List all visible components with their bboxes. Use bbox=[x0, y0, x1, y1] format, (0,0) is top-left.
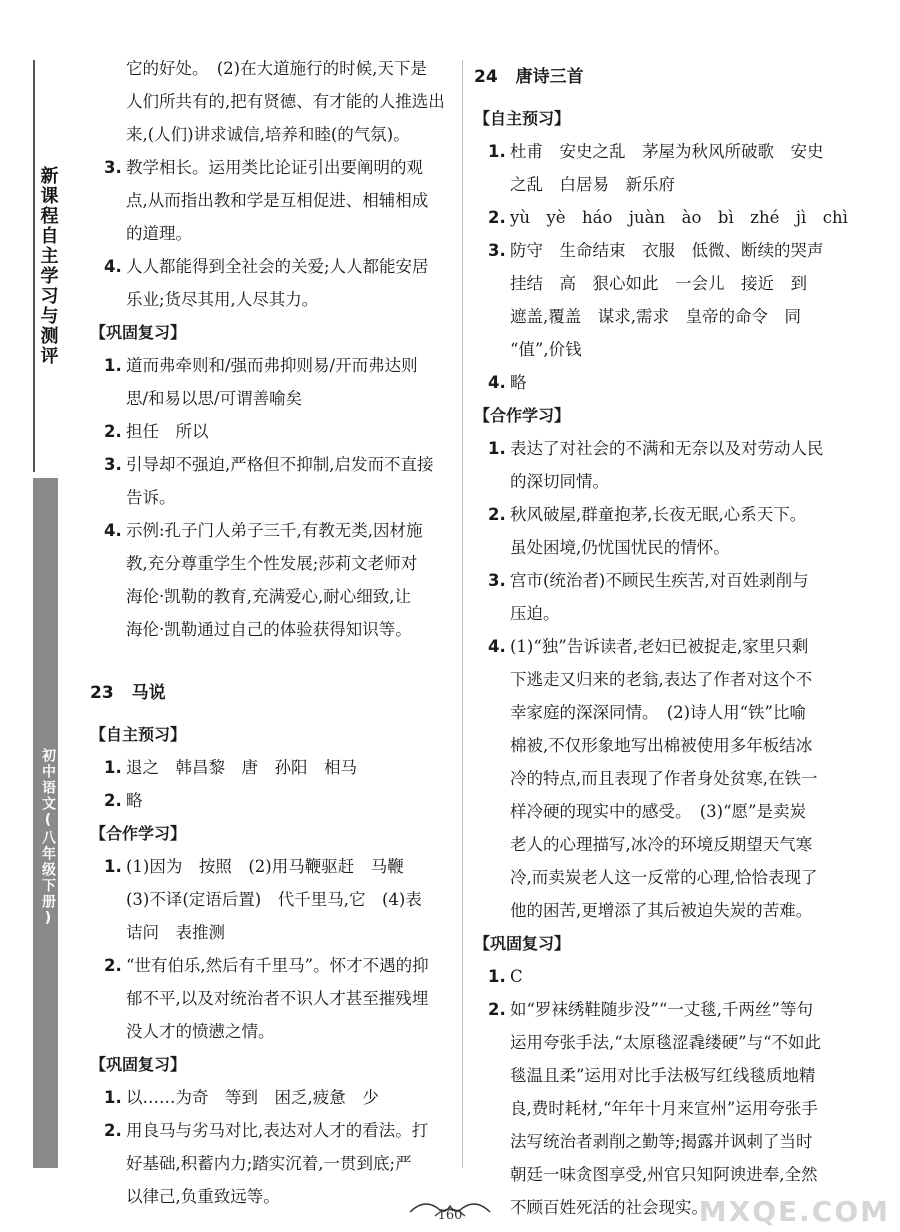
answer-continuation: 朝廷一味贪图享受,州官只知阿谀进奉,全然 bbox=[510, 1165, 818, 1184]
answer-continuation: 告诉。 bbox=[126, 488, 176, 507]
item-number: 2. bbox=[488, 1000, 506, 1019]
subsection-heading: 【自主预习】 bbox=[474, 109, 571, 128]
item-text: 略 bbox=[126, 791, 143, 810]
item-number: 1. bbox=[104, 356, 122, 375]
spacer bbox=[90, 646, 465, 668]
item-text: 退之 韩昌黎 唐 孙阳 相马 bbox=[126, 758, 357, 777]
item-number: 2. bbox=[104, 422, 122, 441]
left-column bbox=[90, 52, 465, 1213]
item-text: (1)因为 按照 (2)用马鞭驱赶 马鞭 bbox=[126, 857, 404, 876]
item-number: 2. bbox=[488, 208, 506, 227]
item-number: 4. bbox=[488, 637, 506, 656]
item-text: 教学相长。运用类比论证引出要阐明的观 bbox=[126, 158, 423, 177]
item-number: 4. bbox=[104, 257, 122, 276]
answer-continuation: 没人才的愤懑之情。 bbox=[126, 1022, 275, 1041]
answer-item bbox=[90, 415, 465, 448]
answer-continuation: 幸家庭的深深同情。 (2)诗人用“铁”比喻 bbox=[510, 703, 806, 722]
answer-item bbox=[90, 151, 465, 184]
item-text: 如“罗袜绣鞋随步没”“一丈毯,千两丝”等句 bbox=[510, 1000, 813, 1019]
subsection-heading: 【自主预习】 bbox=[90, 725, 187, 744]
answer-continuation: 教,充分尊重学生个性发展;莎莉文老师对 bbox=[126, 554, 418, 573]
section-number: 23 bbox=[90, 683, 114, 703]
item-text: 略 bbox=[510, 373, 527, 392]
item-number: 3. bbox=[104, 455, 122, 474]
answer-item bbox=[90, 250, 465, 283]
answer-continuation: 来,(人们)讲求诚信,培养和睦(的气氛)。 bbox=[126, 125, 410, 144]
answer-continuation: 样冷硬的现实中的感受。 (3)“愿”是卖炭 bbox=[510, 802, 806, 821]
answer-item bbox=[474, 993, 844, 1026]
subsection-heading: 【巩固复习】 bbox=[90, 1055, 187, 1074]
item-number: 3. bbox=[104, 158, 122, 177]
answer-continuation: 乐业;货尽其用,人尽其力。 bbox=[126, 290, 319, 309]
answer-item bbox=[90, 448, 465, 481]
item-text: C bbox=[510, 967, 523, 986]
item-text: 以……为奇 等到 困乏,疲惫 少 bbox=[126, 1088, 379, 1107]
item-number: 1. bbox=[488, 439, 506, 458]
answer-continuation: 郁不平,以及对统治者不识人才甚至摧残埋 bbox=[126, 989, 429, 1008]
watermark-text: MXQE.COM bbox=[698, 1195, 890, 1228]
section-title bbox=[474, 52, 844, 102]
answer-continuation: 的道理。 bbox=[126, 224, 192, 243]
item-number: 2. bbox=[488, 505, 506, 524]
subsection-heading: 【巩固复习】 bbox=[474, 934, 571, 953]
answer-continuation: 毯温且柔”运用对比手法极写红线毯质地精 bbox=[510, 1066, 816, 1085]
item-number: 2. bbox=[104, 1121, 122, 1140]
column-divider bbox=[462, 60, 463, 1168]
answer-continuation: 海伦·凯勒通过自己的体验获得知识等。 bbox=[126, 620, 412, 639]
answer-continuation: 下逃走又归来的老翁,表达了作者对这个不 bbox=[510, 670, 813, 689]
item-text: 秋风破屋,群童抱茅,长夜无眠,心系天下。 bbox=[510, 505, 807, 524]
answer-continuation: 它的好处。 (2)在大道施行的时候,天下是 bbox=[126, 59, 427, 78]
item-number: 1. bbox=[488, 142, 506, 161]
volume-title-tab: 初中语文(八年级下册) bbox=[33, 478, 58, 1168]
item-number: 1. bbox=[104, 857, 122, 876]
answer-continuation: 不顾百姓死活的社会现实。 bbox=[510, 1198, 708, 1217]
item-number: 1. bbox=[488, 967, 506, 986]
item-number: 3. bbox=[488, 241, 506, 260]
section-name: 唐诗三首 bbox=[515, 67, 584, 87]
answer-continuation: (3)不译(定语后置) 代千里马,它 (4)表 bbox=[126, 890, 422, 909]
answer-item bbox=[90, 751, 465, 784]
answer-continuation: 挂结 高 狠心如此 一会儿 接近 到 bbox=[510, 274, 807, 293]
answer-continuation: 法写统治者剥削之勤等;揭露并讽刺了当时 bbox=[510, 1132, 813, 1151]
item-number: 4. bbox=[488, 373, 506, 392]
answer-continuation: 之乱 白居易 新乐府 bbox=[510, 175, 675, 194]
item-text: 防守 生命结束 衣服 低微、断续的哭声 bbox=[510, 241, 824, 260]
answer-item bbox=[90, 949, 465, 982]
answer-continuation: 老人的心理描写,冰冷的环境反期望天气寒 bbox=[510, 835, 813, 854]
section-title bbox=[90, 668, 465, 718]
answer-continuation: 冷的特点,而且表现了作者身处贫寒,在铁一 bbox=[510, 769, 818, 788]
item-number: 1. bbox=[104, 1088, 122, 1107]
right-column bbox=[474, 52, 848, 1224]
answer-item bbox=[474, 201, 848, 234]
page-number: 160 bbox=[437, 1208, 463, 1223]
answer-item bbox=[474, 498, 844, 531]
answer-continuation: 冷,而卖炭老人这一反常的心理,恰恰表现了 bbox=[510, 868, 818, 887]
item-text: “世有伯乐,然后有千里马”。怀才不遇的抑 bbox=[126, 956, 429, 975]
item-number: 2. bbox=[104, 956, 122, 975]
answer-continuation: 点,从而指出教和学是互相促进、相辅相成 bbox=[126, 191, 429, 210]
answer-item bbox=[90, 850, 465, 883]
answer-continuation: 棉被,不仅形象地写出棉被使用多年板结冰 bbox=[510, 736, 813, 755]
item-text: 杜甫 安史之乱 茅屋为秋风所破歌 安史 bbox=[510, 142, 824, 161]
answer-continuation: 好基础,积蓄内力;踏实沉着,一贯到底;严 bbox=[126, 1154, 412, 1173]
answer-item bbox=[90, 514, 465, 547]
answer-continuation: 虽处困境,仍忧国忧民的情怀。 bbox=[510, 538, 730, 557]
answer-item bbox=[90, 784, 465, 817]
item-number: 1. bbox=[104, 758, 122, 777]
answer-continuation: 的深切同情。 bbox=[510, 472, 609, 491]
item-number: 2. bbox=[104, 791, 122, 810]
answer-item bbox=[474, 432, 844, 465]
item-text: 人人都能得到全社会的关爱;人人都能安居 bbox=[126, 257, 429, 276]
answer-continuation: 他的困苦,更增添了其后被迫失炭的苦难。 bbox=[510, 901, 813, 920]
item-text: 引导却不强迫,严格但不抑制,启发而不直接 bbox=[126, 455, 434, 474]
answer-continuation: 遮盖,覆盖 谋求,需求 皇帝的命令 同 bbox=[510, 307, 801, 326]
subsection-heading: 【巩固复习】 bbox=[90, 323, 187, 342]
subsection-heading: 【合作学习】 bbox=[90, 824, 187, 843]
answer-continuation: 思/和易以思/可谓善喻矣 bbox=[126, 389, 303, 408]
item-text: 示例:孔子门人弟子三千,有教无类,因材施 bbox=[126, 521, 423, 540]
answer-item bbox=[474, 234, 844, 267]
answer-item bbox=[90, 1114, 465, 1147]
item-text: 担任 所以 bbox=[126, 422, 209, 441]
section-number: 24 bbox=[474, 67, 498, 87]
answer-continuation: “值”,价钱 bbox=[510, 340, 582, 359]
answer-item bbox=[474, 564, 844, 597]
series-title-tab: 新课程自主学习与测评 bbox=[33, 60, 60, 472]
answer-item bbox=[474, 630, 844, 663]
item-text: 道而弗牵则和/强而弗抑则易/开而弗达则 bbox=[126, 356, 418, 375]
answer-continuation: 运用夸张手法,“太原毯涩毳缕硬”与“不如此 bbox=[510, 1033, 822, 1052]
item-text: (1)“独”告诉读者,老妇已被捉走,家里只剩 bbox=[510, 637, 809, 656]
answer-continuation: 良,费时耗材,“年年十月来宣州”运用夸张手 bbox=[510, 1099, 818, 1118]
answer-continuation: 压迫。 bbox=[510, 604, 560, 623]
answer-item bbox=[90, 349, 465, 382]
item-text: 宫市(统治者)不顾民生疾苦,对百姓剥削与 bbox=[510, 571, 809, 590]
item-text: yù yè háo juàn ào bì zhé jì chì bbox=[510, 208, 848, 227]
answer-item bbox=[474, 366, 844, 399]
item-number: 3. bbox=[488, 571, 506, 590]
answer-item bbox=[474, 960, 844, 993]
answer-continuation: 海伦·凯勒的教育,充满爱心,耐心细致,让 bbox=[126, 587, 411, 606]
item-text: 表达了对社会的不满和无奈以及对劳动人民 bbox=[510, 439, 824, 458]
answer-item bbox=[474, 135, 844, 168]
item-text: 用良马与劣马对比,表达对人才的看法。打 bbox=[126, 1121, 429, 1140]
section-name: 马说 bbox=[131, 683, 166, 703]
answer-continuation: 以律己,负重致远等。 bbox=[126, 1187, 280, 1206]
item-number: 4. bbox=[104, 521, 122, 540]
answer-continuation: 诘问 表推测 bbox=[126, 923, 225, 942]
subsection-heading: 【合作学习】 bbox=[474, 406, 571, 425]
answer-item bbox=[90, 1081, 465, 1114]
answer-continuation: 人们所共有的,把有贤德、有才能的人推选出 bbox=[126, 92, 445, 111]
